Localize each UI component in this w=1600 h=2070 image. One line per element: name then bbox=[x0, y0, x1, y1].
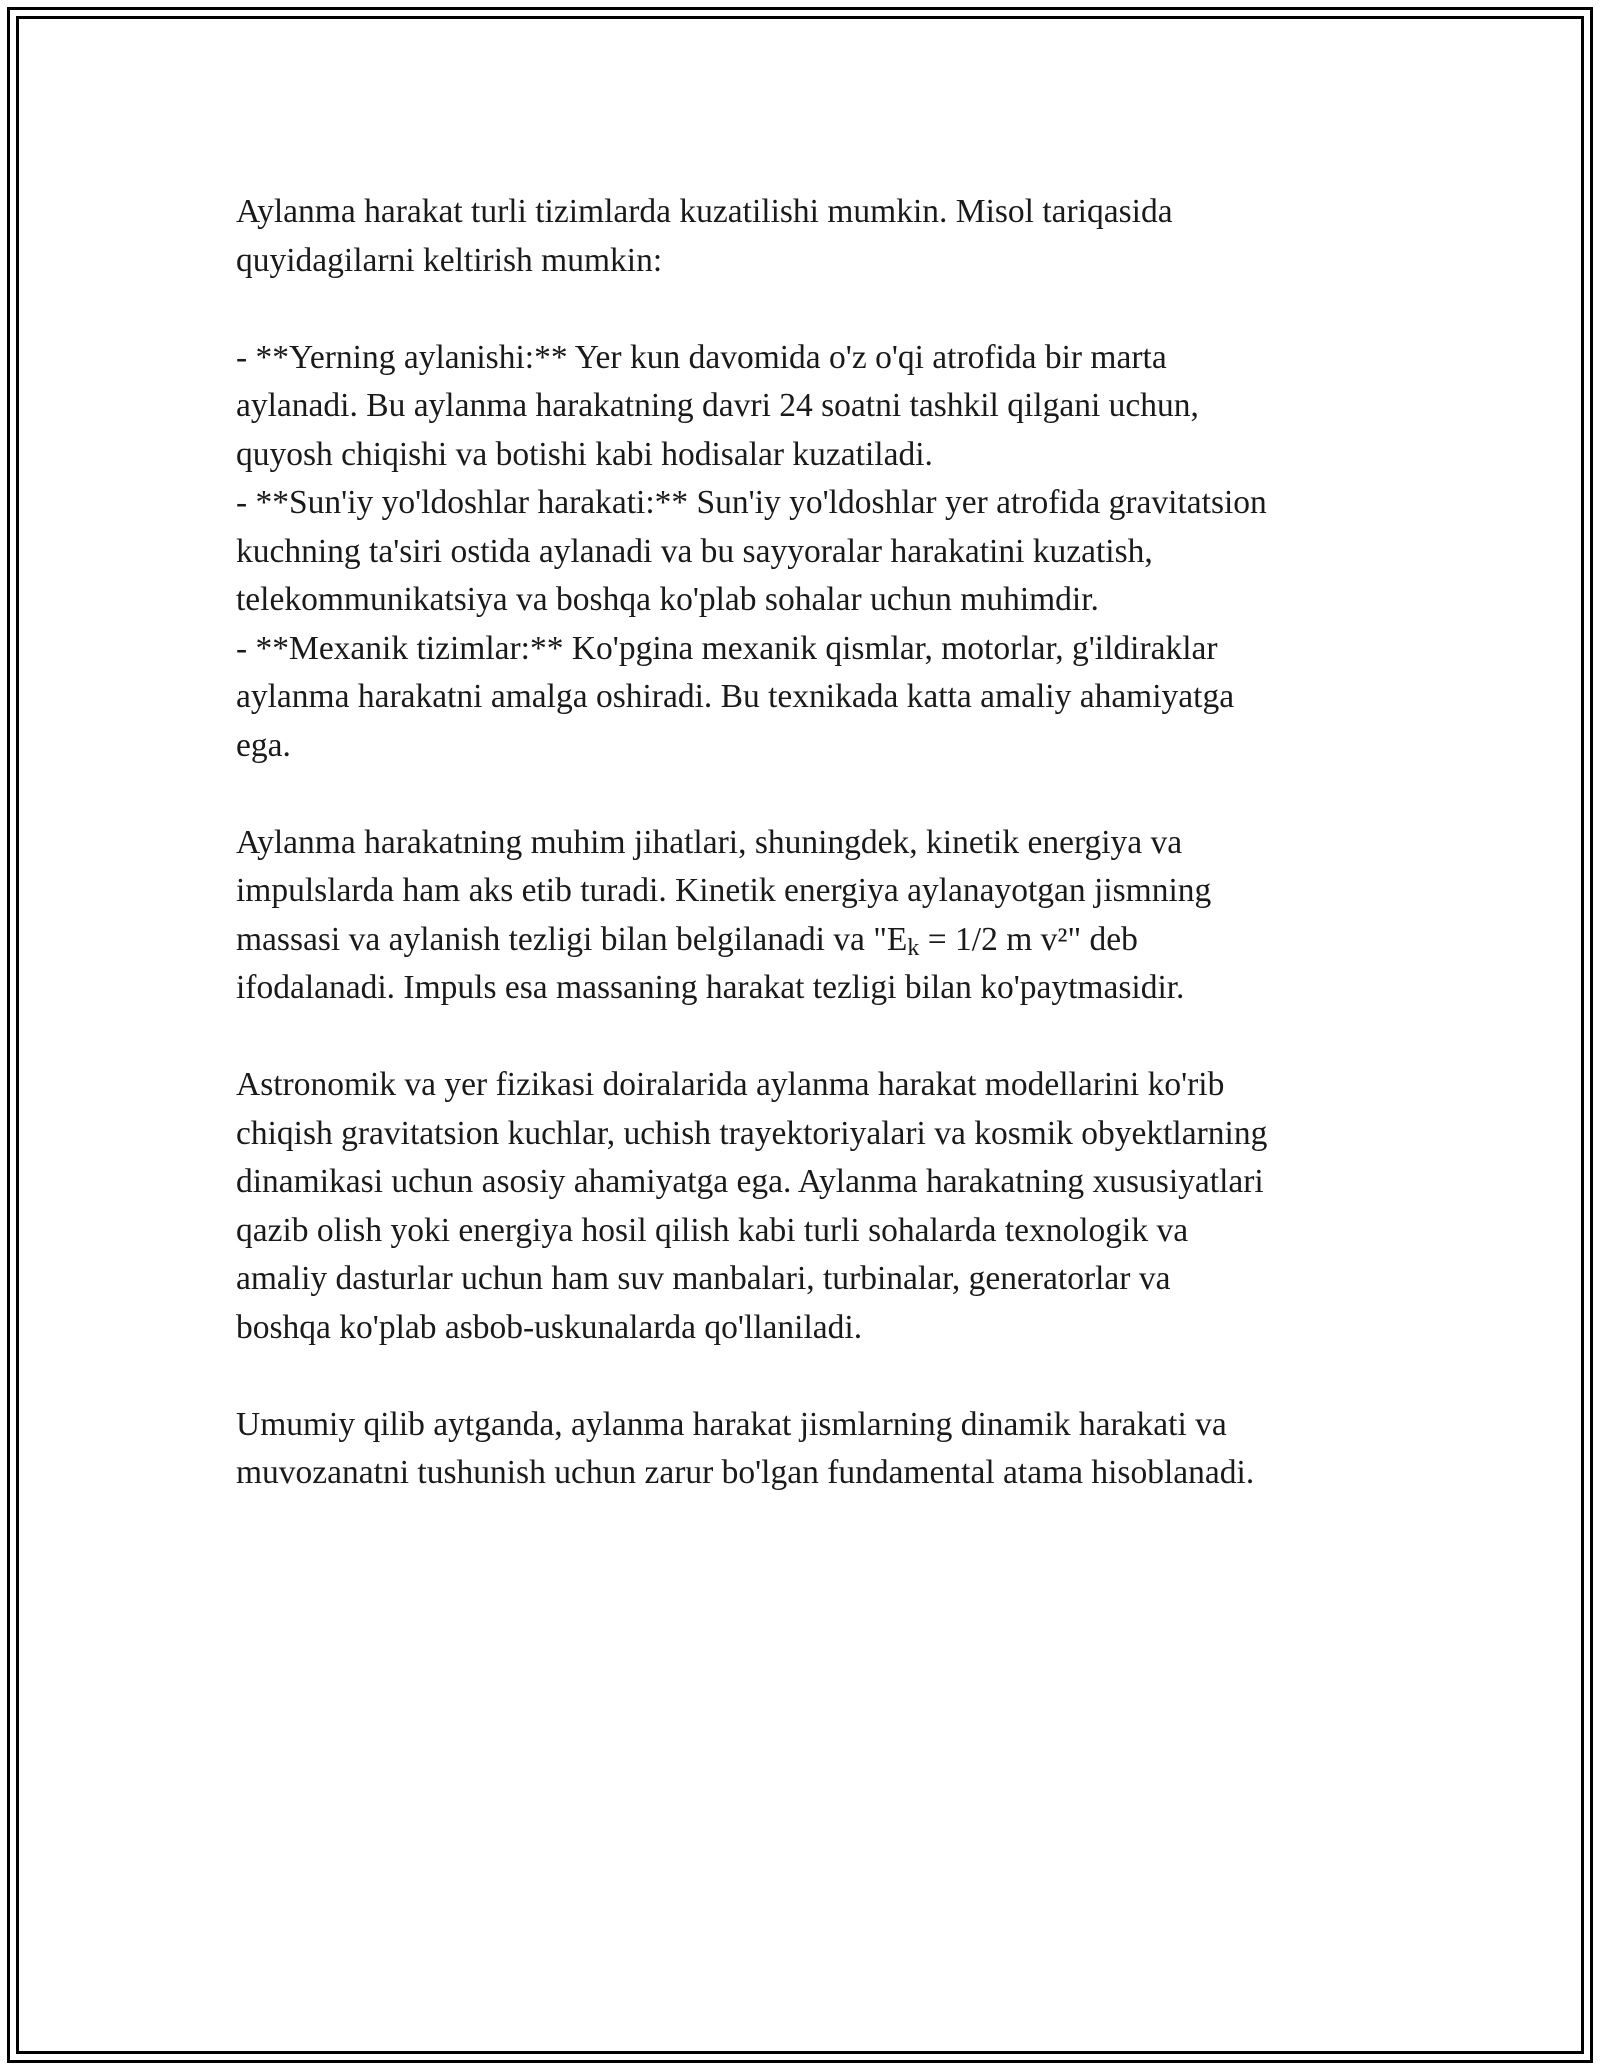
list-item-line: aylanma harakatni amalga oshiradi. Bu texnikada katta amaliy ahamiyatga bbox=[236, 678, 1235, 715]
paragraph-examples-list bbox=[236, 334, 1396, 771]
document-body bbox=[236, 188, 1396, 1546]
paragraph-conclusion bbox=[236, 1401, 1396, 1498]
text-line: chiqish gravitatsion kuchlar, uchish trayektoriyalari va kosmik obyektlarning bbox=[236, 1114, 1268, 1152]
list-item-line: aylanadi. Bu aylanma harakatning davri 24 soatni tashkil qilgani uchun, bbox=[236, 387, 1199, 424]
text-line: Astronomik va yer fizikasi doiralarida aylanma harakat modellarini ko'rib bbox=[236, 1066, 1225, 1103]
list-item-line: - **Yerning aylanishi:** Yer kun davomida o'z o'qi atrofida bir marta bbox=[236, 338, 1167, 376]
paragraph-intro bbox=[236, 188, 1396, 285]
list-item-line: kuchning ta'siri ostida aylanadi va bu sayyoralar harakatini kuzatish, bbox=[236, 532, 1153, 570]
formula-text-before: massasi va aylanish tezligi bilan belgilanadi va "E bbox=[236, 920, 908, 958]
text-line: muvozanatni tushunish uchun zarur bo'lgan fundamental atama hisoblanadi. bbox=[236, 1454, 1255, 1491]
list-item-line: quyosh chiqishi va botishi kabi hodisalar kuzatiladi. bbox=[236, 435, 933, 473]
list-item-line: ega. bbox=[236, 726, 291, 764]
text-line: quyidagilarni keltirish mumkin: bbox=[236, 241, 663, 279]
paragraph-kinetic-energy bbox=[236, 819, 1396, 1013]
list-item-line: telekommunikatsiya va boshqa ko'plab sohalar uchun muhimdir. bbox=[236, 581, 1099, 618]
text-line: Aylanma harakat turli tizimlarda kuzatilishi mumkin. Misol tariqasida bbox=[236, 193, 1173, 230]
text-line: Umumiy qilib aytganda, aylanma harakat jismlarning dinamik harakati va bbox=[236, 1405, 1227, 1443]
list-item-line: - **Sun'iy yo'ldoshlar harakati:** Sun'iy yo'ldoshlar yer atrofida gravitatsion bbox=[236, 484, 1267, 521]
formula-subscript: k bbox=[907, 934, 920, 961]
text-line: ifodalanadi. Impuls esa massaning harakat tezligi bilan ko'paytmasidir. bbox=[236, 969, 1185, 1006]
formula-text-after: = 1/2 m v²" deb bbox=[919, 920, 1138, 958]
formula-line bbox=[236, 916, 1396, 965]
text-line: impulslarda ham aks etib turadi. Kinetik energiya aylanayotgan jismning bbox=[236, 872, 1212, 909]
text-line: Aylanma harakatning muhim jihatlari, shuningdek, kinetik energiya va bbox=[236, 823, 1183, 861]
text-line: boshqa ko'plab asbob-uskunalarda qo'llaniladi. bbox=[236, 1308, 863, 1346]
text-line: amaliy dasturlar uchun ham suv manbalari, turbinalar, generatorlar va bbox=[236, 1260, 1171, 1297]
text-line: qazib olish yoki energiya hosil qilish kabi turli sohalarda texnologik va bbox=[236, 1211, 1189, 1249]
paragraph-astronomy bbox=[236, 1061, 1396, 1352]
text-line: dinamikasi uchun asosiy ahamiyatga ega. Aylanma harakatning xususiyatlari bbox=[236, 1163, 1264, 1200]
list-item-line: - **Mexanik tizimlar:** Ko'pgina mexanik qismlar, motorlar, g'ildiraklar bbox=[236, 629, 1218, 667]
